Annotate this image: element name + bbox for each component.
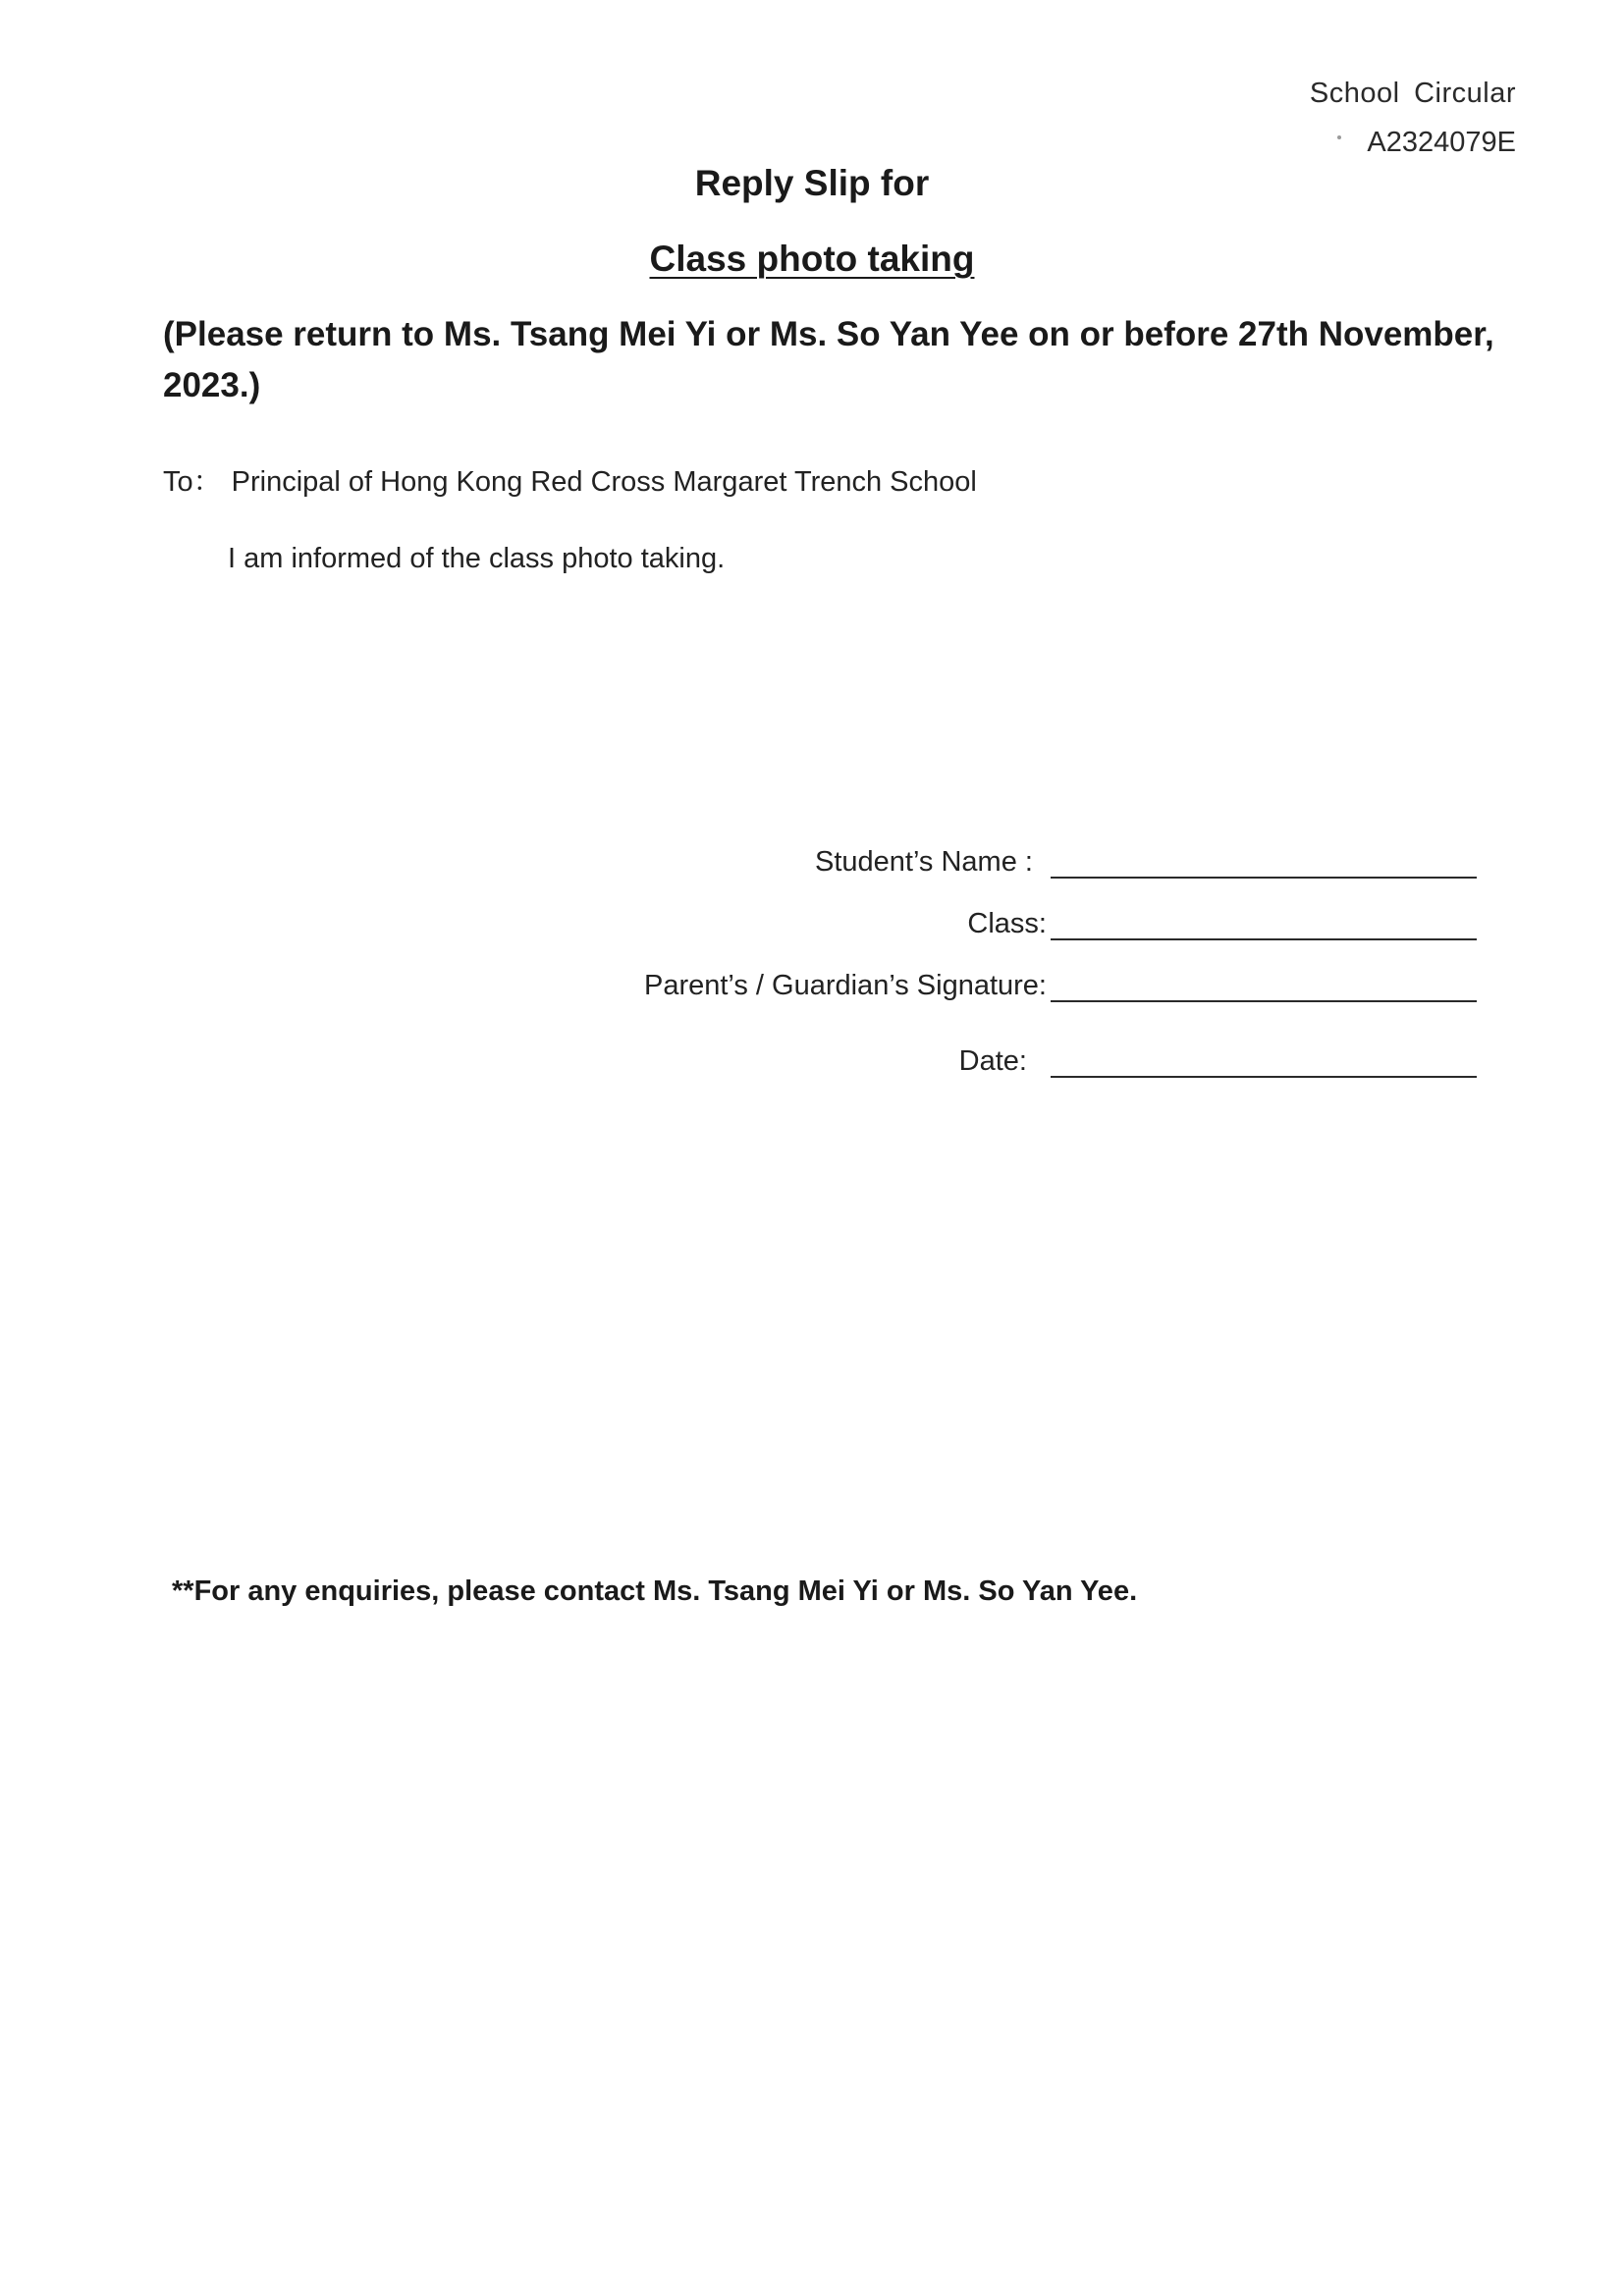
acknowledgement-statement: I am informed of the class photo taking. xyxy=(228,543,726,574)
signature-blank[interactable] xyxy=(1051,971,1477,1002)
class-blank[interactable] xyxy=(1051,909,1477,940)
student-name-field[interactable] xyxy=(815,846,1477,879)
student-name-blank[interactable] xyxy=(1051,847,1477,879)
class-field[interactable] xyxy=(967,908,1477,940)
recipient-name: Principal of Hong Kong Red Cross Margaret Trench School xyxy=(231,466,977,498)
signature-field[interactable] xyxy=(644,970,1477,1002)
student-name-label: Student’s Name : xyxy=(815,846,1041,878)
circular-reference xyxy=(1310,69,1516,167)
date-field[interactable] xyxy=(959,1045,1477,1078)
date-label: Date: xyxy=(958,1045,1035,1077)
class-label: Class: xyxy=(967,908,1047,939)
enquiry-note: **For any enquiries, please contact Ms. Tsang Mei Yi or Ms. So Yan Yee. xyxy=(172,1575,1138,1607)
circular-code: A2324079E xyxy=(1367,127,1516,158)
circular-label: School Circular xyxy=(1309,78,1516,109)
signature-label: Parent’s / Guardian’s Signature: xyxy=(643,970,1047,1001)
recipient-line xyxy=(163,459,977,500)
page-title: Reply Slip for xyxy=(694,163,930,203)
date-blank[interactable] xyxy=(1051,1046,1477,1078)
scan-speck xyxy=(1337,135,1341,139)
recipient-label: To： xyxy=(163,466,222,498)
return-instruction: (Please return to Ms. Tsang Mei Yi or Ms. So Yan Yee on or before 27th November, 2023.) xyxy=(163,315,1494,404)
page-subtitle: Class photo taking xyxy=(649,239,975,279)
